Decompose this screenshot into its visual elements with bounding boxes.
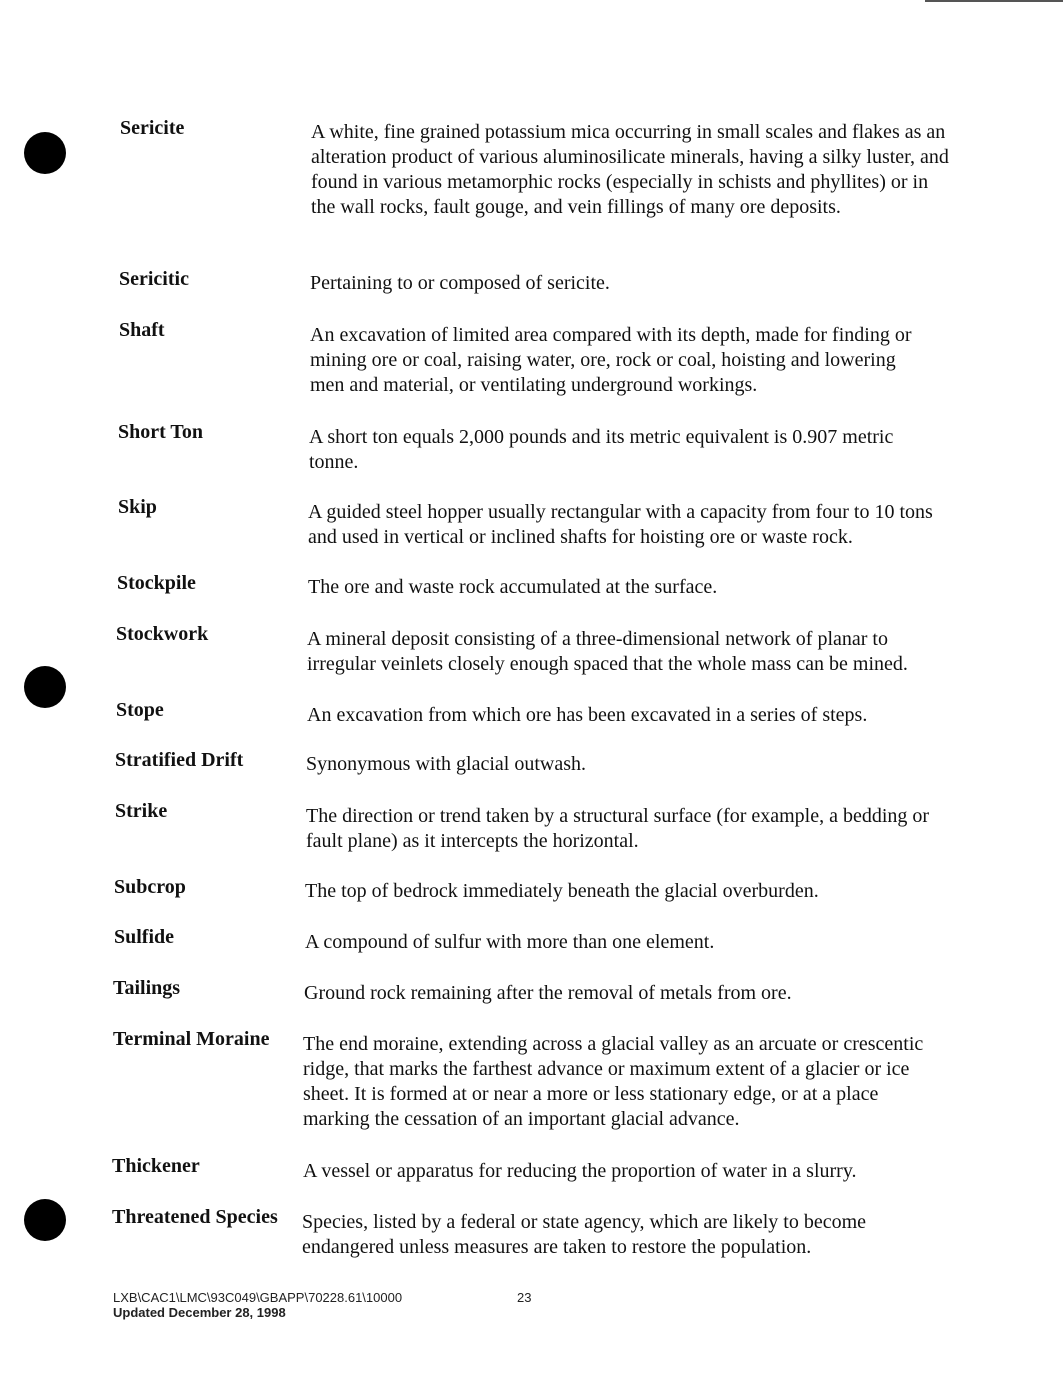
glossary-definition: An excavation from which ore has been excavated in a series of steps.: [307, 704, 868, 726]
glossary-term: Sericite: [120, 117, 185, 139]
footer-updated-date: Updated December 28, 1998: [113, 1305, 286, 1320]
glossary-term: Stope: [116, 699, 164, 721]
glossary-term: Threatened Species: [112, 1206, 278, 1228]
glossary-definition: A mineral deposit consisting of a three-dimensional network of planar to irregular veinlets closely enough spaced that the whole mass can be mined.: [307, 628, 908, 675]
glossary-definition: The direction or trend taken by a structural surface (for example, a bedding or fault plane) as it intercepts the horizontal.: [306, 805, 930, 852]
glossary-term: Terminal Moraine: [113, 1028, 270, 1050]
top-edge-rule: [925, 0, 1063, 2]
glossary-term: Tailings: [113, 977, 181, 999]
glossary-definition: Synonymous with glacial outwash.: [306, 753, 586, 775]
glossary-term: Sulfide: [114, 926, 175, 948]
footer-file-path: LXB\CAC1\LMC\93C049\GBAPP\70228.61\10000: [113, 1290, 403, 1305]
glossary-definition: Pertaining to or composed of sericite.: [310, 272, 610, 294]
glossary-term: Short Ton: [118, 421, 204, 443]
glossary-definition: The end moraine, extending across a glacial valley as an arcuate or crescentic ridge, that marks the farthest advance or maximum extent of a glacier or ice sheet. It is formed at or near a more or less stationary edge, or at a place marking the cessation of an important glacial advance.: [303, 1033, 924, 1130]
page-number: 23: [517, 1290, 532, 1305]
glossary-definition: Ground rock remaining after the removal of metals from ore.: [304, 982, 792, 1004]
glossary-term: Sericitic: [119, 268, 189, 290]
binder-hole-bottom: [24, 1199, 66, 1241]
glossary-definition: A guided steel hopper usually rectangular with a capacity from four to 10 tons and used in vertical or inclined shafts for hoisting ore or waste rock.: [308, 501, 933, 548]
glossary-definition: A short ton equals 2,000 pounds and its metric equivalent is 0.907 metric tonne.: [309, 426, 894, 473]
glossary-term: Stockpile: [117, 572, 196, 594]
glossary-term: Stockwork: [116, 623, 209, 645]
glossary-term: Skip: [118, 496, 157, 518]
glossary-definition: The top of bedrock immediately beneath the glacial overburden.: [305, 880, 819, 902]
glossary-term: Thickener: [112, 1155, 200, 1177]
glossary-definition: A vessel or apparatus for reducing the proportion of water in a slurry.: [303, 1160, 857, 1182]
glossary-definition: A compound of sulfur with more than one element.: [305, 931, 715, 953]
glossary-term: Stratified Drift: [115, 749, 244, 771]
glossary-definition: A white, fine grained potassium mica occurring in small scales and flakes as an alteration product of various aluminosilicate minerals, having a silky luster, and found in various metamorphic rocks (especially in schists and phyllites) or in the wall rocks, fault gouge, and vein fillings of many ore deposits.: [311, 121, 949, 218]
binder-hole-top: [24, 132, 66, 174]
glossary-term: Subcrop: [114, 876, 186, 898]
glossary-term: Shaft: [119, 319, 165, 341]
binder-hole-middle: [24, 666, 66, 708]
glossary-definition: An excavation of limited area compared with its depth, made for finding or mining ore or coal, raising water, ore, rock or coal, hoisting and lowering men and material, or ventilating underground workings.: [310, 324, 912, 396]
glossary-definition: The ore and waste rock accumulated at the surface.: [308, 576, 718, 598]
glossary-definition: Species, listed by a federal or state agency, which are likely to become endangered unless measures are taken to restore the population.: [302, 1211, 867, 1258]
glossary-term: Strike: [115, 800, 168, 822]
